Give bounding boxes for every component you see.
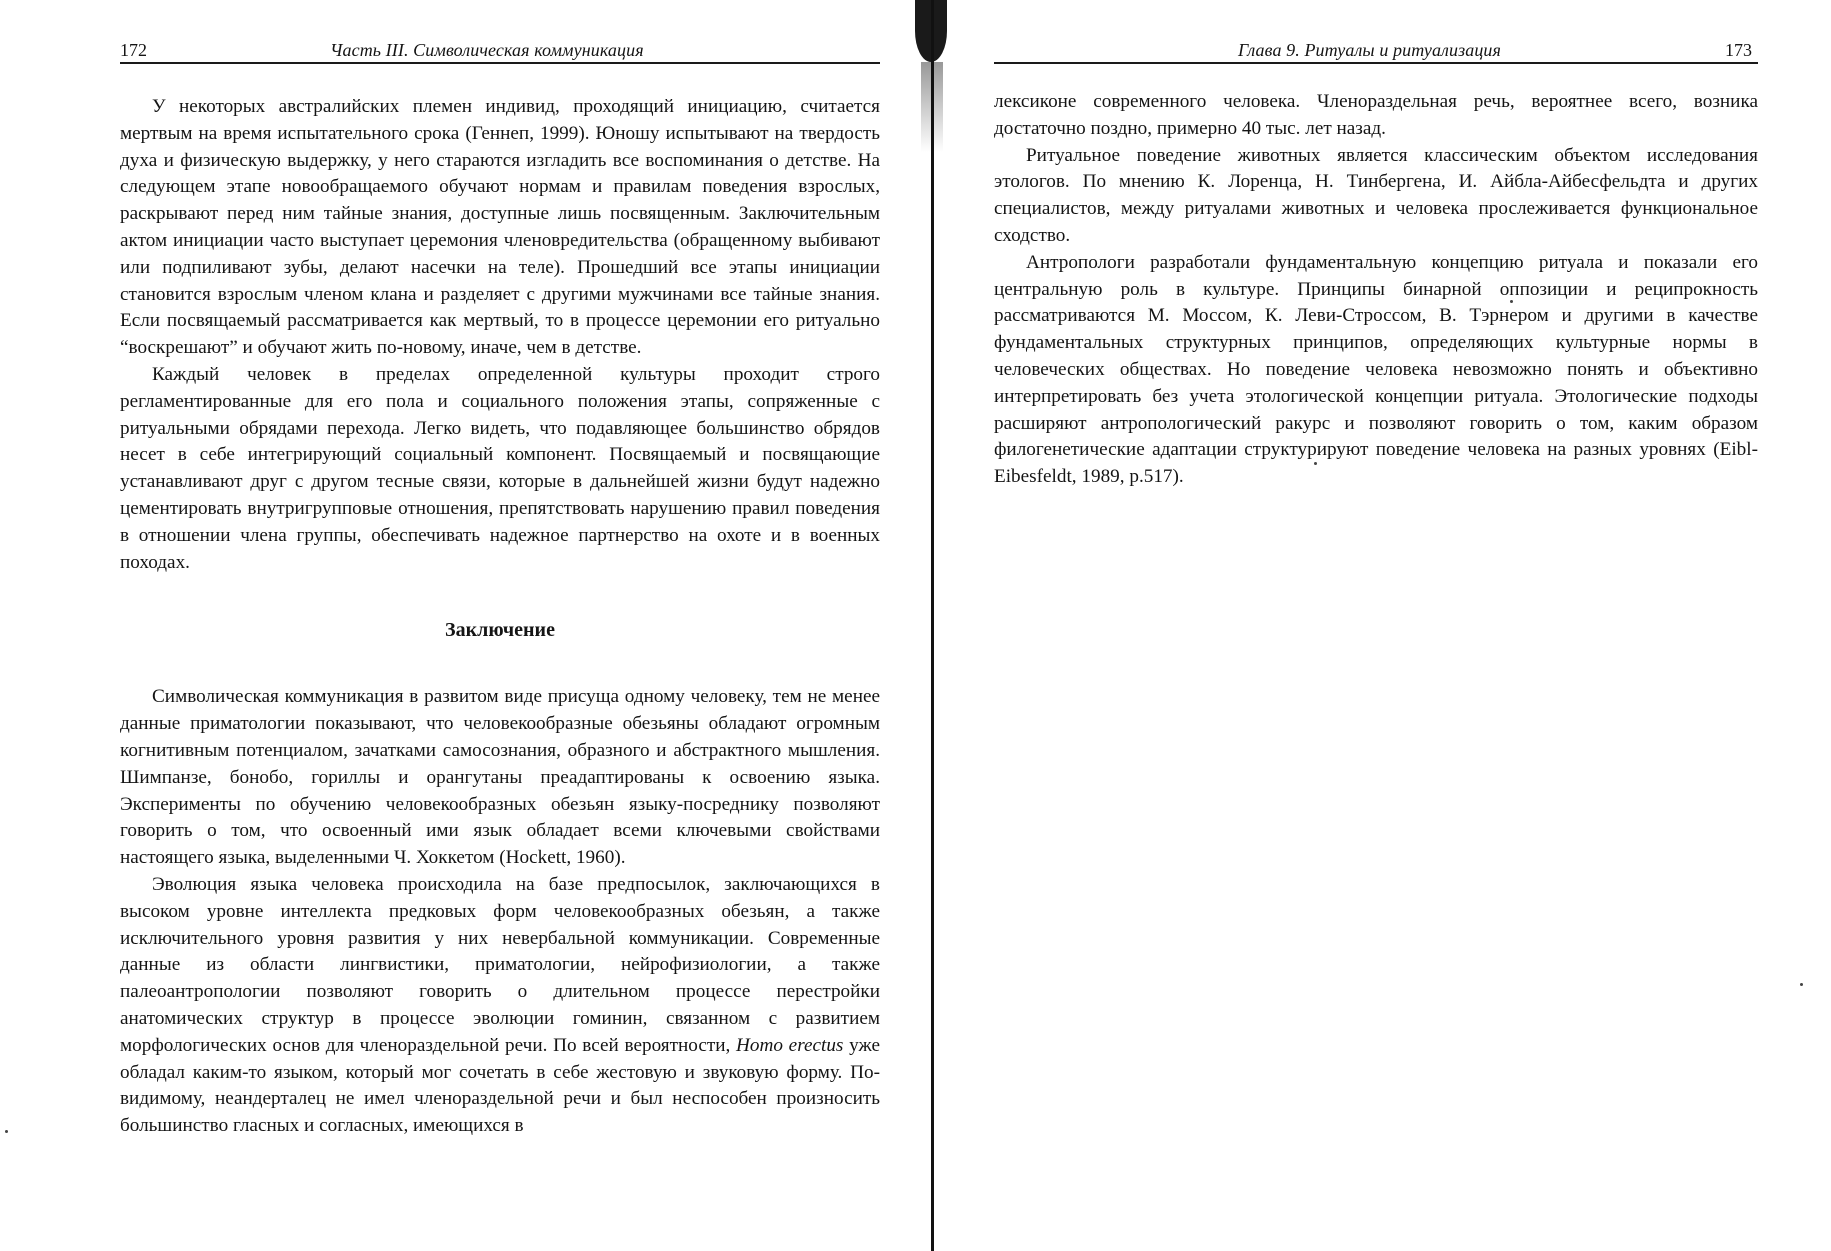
- right-running-head: [994, 38, 1758, 64]
- right-body-text: [994, 89, 1758, 491]
- paragraph-initiation: У некоторых австралийских племен индивид, проходящий инициацию, считается мертвым на время испытательного срока (Геннеп, 1999). Юношу испытывают на твердость духа и физическую выдержку, у него стараются изгладить все воспоминания о детстве. На следующем этапе новообращаемого обучают нормам и правилам поведения взрослых, раскрывают перед ним тайные знания, доступные лишь посвященным. Заключительным актом инициации часто выступает церемония членовредительства (обращенному выбивают или подпиливают зубы, делают насечки на теле). Прошедший все этапы инициации становится взрослым членом клана и разделяет с другими мужчинами все тайные знания. Если посвящаемый рассматривается как мертвый, то в процессе церемонии его ритуально “воскрешают” и обучают жить по-новому, иначе, чем в детстве.: [120, 96, 880, 359]
- paragraph-rites-of-passage: Каждый человек в пределах определенной культуры проходит строго регламентированные для его пола и социального положения этапы, сопряженные с ритуальными обрядами перехода. Легко видеть, что подавляющее большинство обрядов несет в себе интегрирующий социальный компонент. Посвящаемый и посвящающие устанавливают друг с другом тесные связи, которые в дальнейшей жизни будут надежно цементировать внутригрупповые отношения, препятствовать нарушению правил поведения в отношении члена группы, обеспечивать надежное партнерство на охоте и в военных походах.: [120, 363, 880, 573]
- scan-speck: [1314, 462, 1317, 465]
- left-body-text: [120, 94, 880, 1140]
- scan-speck: [1510, 300, 1513, 303]
- language-evolution-text-start: Эволюция языка человека происходила на базе предпосылок, заключающихся в высоком уровне интеллекта предковых форм человекообразных обезьян, а также исключительного уровня развития у них невербальной коммуникации. Современные данные из области лингвистики, приматологии, нейрофизиологии, а также палеоантропологии позволяют говорить о длительном процессе перестройки анатомических структур в процессе эволюции гоминин, связанном с развитием морфологических основ для членораздельной речи. По всей вероятности,: [120, 873, 880, 1056]
- scan-speck: [1800, 983, 1803, 986]
- left-running-title: Часть III. Символическая коммуникация: [330, 40, 644, 60]
- book-gutter: [925, 0, 939, 1251]
- paragraph-language-evolution: [120, 872, 880, 1140]
- section-heading-conclusion: Заключение: [445, 619, 555, 642]
- paragraph-continuation: лексиконе современного человека. Членораздельная речь, вероятнее всего, возника достаточно поздно, примерно 40 тыс. лет назад.: [994, 91, 1758, 139]
- paragraph-animal-ritual: Ритуальное поведение животных является классическим объектом исследования этологов. По мнению К. Лоренца, Н. Тинбергена, И. Айбла-Айбесфельдта и других специалистов, между ритуалами животных и человека прослеживается функциональное сходство.: [994, 144, 1758, 246]
- left-page-number: 172: [120, 40, 147, 60]
- language-evolution-text-end: уже обладал каким-то языком, который мог сочетать в себе жестовую и звуковую форму. По-видимому, неандерталец не имел членораздельной речи и был неспособен произносить большинство гласных и согласных, имеющихся в: [120, 1034, 880, 1137]
- paragraph-symbolic-communication: Символическая коммуникация в развитом виде присуща одному человеку, тем не менее данные приматологии показывают, что человекообразные обезьяны обладают огромным когнитивным потенциалом, зачатками самосознания, образного и абстрактного мышления. Шимпанзе, бонобо, гориллы и орангутаны преадаптированы к освоению языка. Эксперименты по обучению человекообразных обезьян языку-посреднику позволяют говорить о том, что освоенный ими язык обладает всеми ключевыми свойствами настоящего языка, выделенными Ч. Хоккетом (Hockett, 1960).: [120, 686, 880, 869]
- gutter-line: [931, 0, 934, 1251]
- left-running-head: [120, 38, 880, 64]
- right-page-number: 173: [1725, 40, 1752, 60]
- scan-speck: [5, 1130, 8, 1133]
- right-running-title: Глава 9. Ритуалы и ритуализация: [1238, 40, 1501, 60]
- paragraph-anthropology-ritual: Антропологи разработали фундаментальную концепцию ритуала и показали его центральную роль в культуре. Принципы бинарной оппозиции и реципрокность рассматриваются М. Моссом, К. Леви-Строссом, В. Тэрнером и другими в качестве фундаментальных структурных принципов, определяющих культурные нормы в человеческих обществах. Но поведение человека невозможно понять и объективно интерпретировать без учета этологической концепции ритуала. Этологические подходы расширяют антропологический ракурс и позволяют говорить о том, каким образом филогенетические адаптации структурируют поведение человека на разных уровнях (Eibl-Eibesfeldt, 1989, p.517).: [994, 251, 1758, 488]
- homo-erectus-term: Homo erectus: [736, 1034, 844, 1056]
